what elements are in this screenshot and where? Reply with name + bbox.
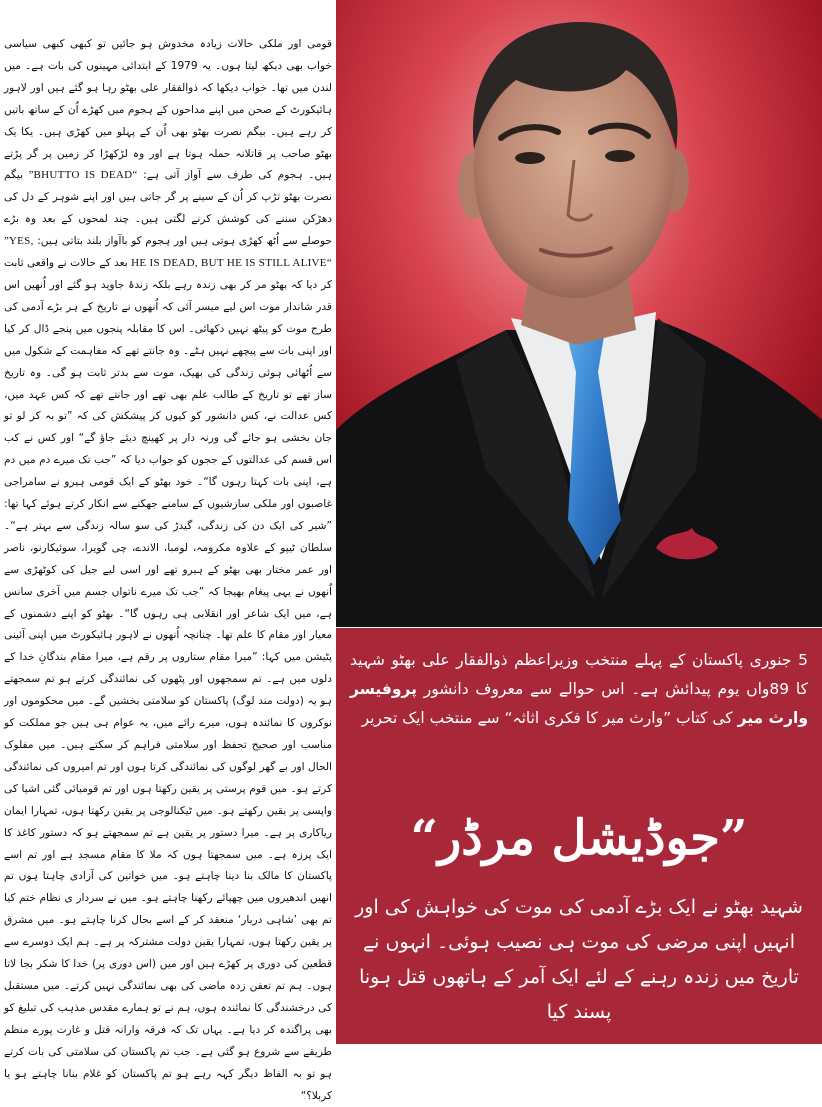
- portrait-illustration: [336, 0, 822, 627]
- english-quote-bhutto-is-dead: ”BHUTTO IS DEAD“: [28, 169, 138, 182]
- left-eye: [515, 152, 545, 164]
- author-name: پروفیسر وارث میر: [350, 680, 808, 727]
- english-quote-still-alive: ”YES, HE IS DEAD, BUT HE IS STILL ALIVE“: [4, 235, 333, 270]
- intro-line-1: 5 جنوری پاکستان کے پہلے منتخب وزیراعظم ذوالفقار علی بھٹو شہید کا 89واں یوم پیدائش ہے۔ اس حوالے سے معروف دانشور: [350, 651, 808, 698]
- pull-quote: شہید بھٹو نے ایک بڑے آدمی کی موت کی خواہش کی اور انہیں اپنی مرضی کی موت ہی نصیب ہوئی۔ انہوں نے تاریخ میں زندہ رہنے کے لئے ایک آمر کے ہاتھوں قتل ہونا پسند کیا: [355, 896, 803, 1023]
- portrait-photo: [336, 0, 822, 627]
- article-paragraph-3-text: بعد کے حالات نے واقعی ثابت کر دیا کہ بھٹو مر کر بھی زندہ رہے بلکہ زندۂ جاوید ہو گئے اور اُنھیں اس قدر شاندار موت اس لیے میسر آئی کہ اُنھوں نے تاریخ کے ہر بڑے آدمی کی طرح موت کو پیٹھ نہیں دکھائی۔ اس کا مقابلہ پنجوں میں پنجے ڈال کر کیا اور اپنی بات سے پیچھے نہیں ہٹے۔ وہ جانتے تھے کہ مفاہمت کے شکول میں سے اُٹھائی ہوئی زندگی کی بھیک، موت سے بدتر ثابت ہو گی۔ وہ تاریخ ساز تھے تو تاریخ کے طالب علم بھی تھے اور جانتے تھے کہ کس عہد میں، کس عدالت نے، کس دانشور کو کیوں کر پیشکش کی کہ ”تو بہ کر لو تو جان بخشی ہو جائے گی ورنہ دار پر کھینچ دیئے جاؤ گے“ اور کس نے کب اس قسم کی عدالتوں کے ججوں کو جواب دیا کہ ”جب تک میرے دم میں دم ہے، اپنی بات کہتا رہوں گا“۔ خود بھٹو کے ایک قومی ہیرو نے سامراجی غاصبوں اور ملکی سازشیوں کے سامنے جھکنے سے انکار کرتے ہوئے کہا تھا: ”شیر کی ایک دن کی زندگی، گیدڑ کی سو سالہ زندگی سے بہتر ہے“۔ سلطان ٹیپو کے علاوہ مکرومہ، لومبا، الاندے، چی گویرا، سوئیکارنو، ناصر اور عمر مختار بھی بھٹو کے ہیرو تھے اور اسی لیے جیل کی کوٹھڑی سے اُنھوں نے یہی پیغام بھیجا کہ ”جب تک میرے ناتواں جسم میں آخری سانس ہے، میں ایک شاعر اور انقلابی ہی رہوں گا“۔ بھٹو کو اپنے دشمنوں کے معیار اور مقام کا علم تھا۔ چنانچہ اُنھوں نے لاہور ہائیکورٹ میں اپنی آئینی پٹیشن میں کہا: ”میرا مقام ستاروں پر رقم ہے، میرا مقام بندگانِ خدا کے دلوں میں ہے۔ تم سمجھوں اور پٹھوں کی نمائندگی کرتے ہو تم سمجھتے ہو یہ (دولت مند لوگ) پاکستان کو سلامتی بخشیں گے۔ میں محکوموں اور نوکروں کا نمائندہ ہوں، میرے رائے میں، یہ عوام ہی ہیں جو مملکت کو مناسب اور صحیح تحفظ اور سلامتی فراہم کر سکتے ہیں۔ میں مفلوک الحال اور بے گھر لوگوں کی نمائندگی کرتا ہوں اور تم امیروں کی نمائندگی کرتے ہو۔ میں قوم پرستی پر یقین رکھتا ہوں اور تم قومیائی گئی اشیا کی واپسی پر یقین رکھتے ہو۔ میں ٹیکنالوجی پر یقین رکھتا ہوں، تمہارا ایمان ریاکاری پر ہے۔ میرا دستور پر یقین ہے تم سمجھتے ہو کہ دستور کاغذ کا ایک پرزہ ہے۔ میں سمجھتا ہوں کہ ملا کا مقام مسجد ہے اور تم اسے پاکستان کا مالک بنا دینا چاہتے ہو۔ میں خواتین کی آزادی چاہتا ہوں تم انھیں اندھیروں میں چھپائے رکھنا چاہتے ہو۔ میں نے سردار ی نظام ختم کیا تم بھی ’شاہی دربار‘ منعقد کر کے اسے بحال کرنا چاہتے ہو۔ میں مشرق پر یقین رکھتا ہوں، تمہارا یقین دولت مشترکہ پر ہے۔ ہم ایک دوسرے سے قطعین کی دوری پر کھڑے ہیں اور میں (اس دوری پر) خدا کا شکر بجا لاتا ہوں۔ ہم تم تعفن زدہ ماضی کی بھی نمائندگی نہیں کرتے۔ میں مستقبل کی درخشندگی کا نمائندہ ہوں، ہم نے تو ہمارے مقدس مذہب کی تبلیغ کو بھی پراگندہ کر دیا ہے۔ یہاں تک کہ فرقہ وارانہ قتل و غارت پورے منظم طریقے سے شروع ہو گئی ہے۔ جب تم پاکستان کی سلامتی کی بات کرتے ہو تو بہ الفاظ دیگر کہہ رہے ہو تم پاکستان کو غلام بنانا چاہتے ہو یا کربلا؟“: [4, 257, 332, 1102]
- intro-panel: [336, 628, 822, 1044]
- right-eye: [605, 150, 635, 162]
- article-body: [4, 34, 333, 1102]
- intro-text: [350, 646, 808, 733]
- article-paragraph-1: [4, 34, 332, 1107]
- headline: ”جوڈیشل مرڈر“: [410, 810, 748, 866]
- intro-line-2: کی کتاب ”وارث میر کا فکری اثاثہ“ سے منتخب ایک تحریر: [361, 709, 733, 727]
- article-paragraph-2-text: بیگم نصرت بھٹو تڑپ کر اُن کے سینے پر گر جاتی ہیں اور اپنے شوہر کے دل کی دھڑکن سننے کی کوشش کرنے لگتی ہیں۔ چند لمحوں کے بعد وہ بڑے حوصلے سے اُٹھ کھڑی ہوتی ہیں اور ہجوم کو باآواز بلند بتاتی ہیں:: [4, 169, 332, 248]
- article-paragraph-1-text: قومی اور ملکی حالات زیادہ مخدوش ہو جائیں تو کبھی کبھی سیاسی خواب بھی دیکھ لیتا ہوں۔ یہ 1979 کے ابتدائی مہینوں کی بات ہے۔ میں لندن میں تھا۔ خواب دیکھا کہ ذوالفقار علی بھٹو رہا ہو گئے ہیں اور لاہور ہائیکورٹ کے صحن میں اپنے مداحوں کے ہجوم میں کھڑے اُن کے ساتھ باتیں کر رہے ہیں۔ بیگم نصرت بھٹو بھی اُن کے پہلو میں کھڑی ہیں۔ یکا یک بھٹو صاحب پر قاتلانہ حملہ ہوتا ہے اور وہ لڑکھڑا کر زمین پر گر پڑتے ہیں۔ ہجوم کی طرف سے آواز آتی ہے:: [4, 38, 332, 182]
